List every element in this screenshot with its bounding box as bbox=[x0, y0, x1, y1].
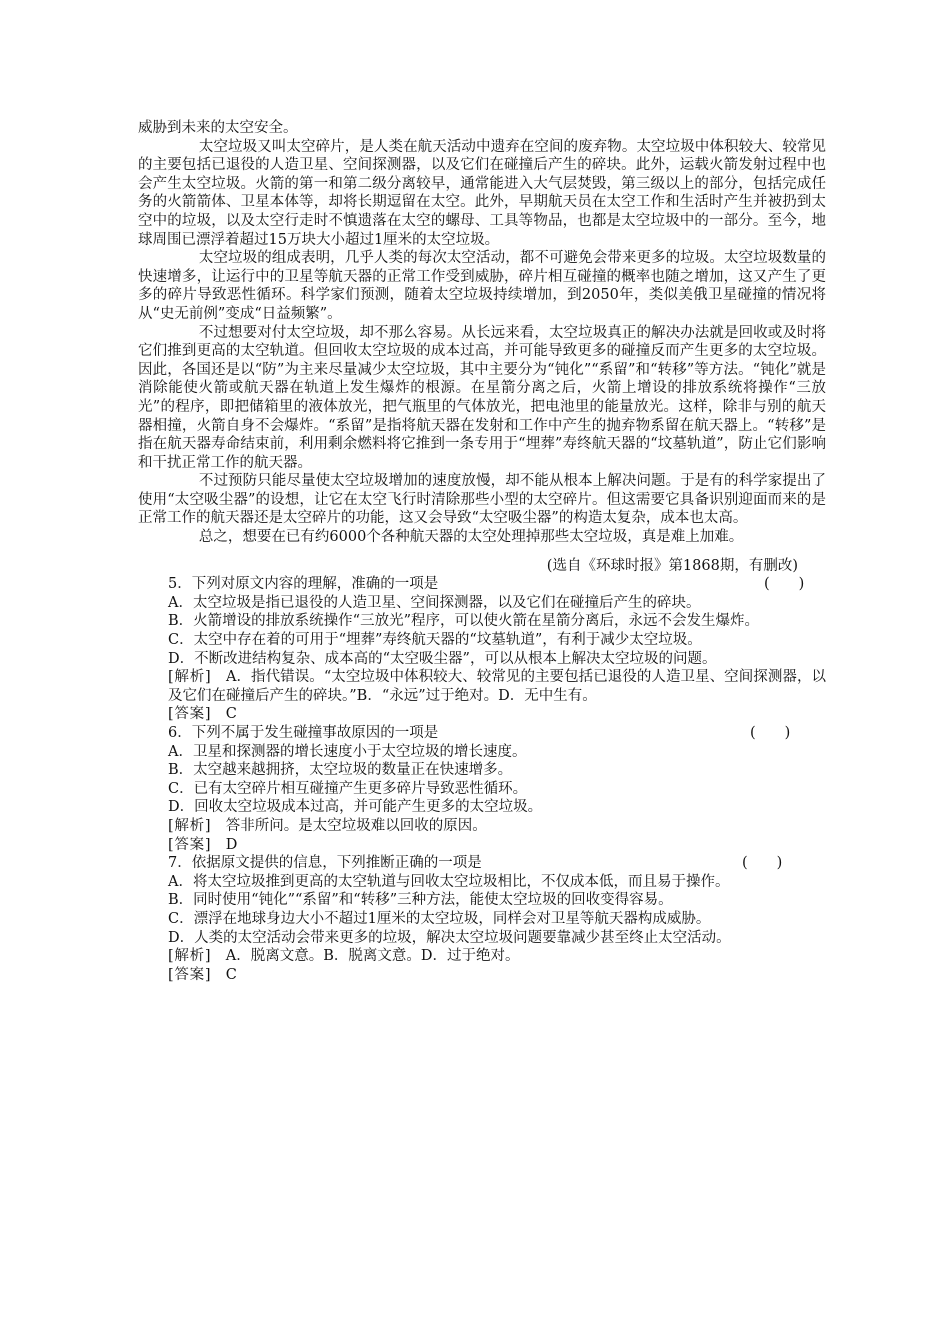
question-6 bbox=[138, 724, 826, 854]
option-a: A．卫星和探测器的增长速度小于太空垃圾的增长速度。 bbox=[168, 743, 527, 760]
article-paragraph-5: 总之，想要在已有约6000个各种航天器的太空处理掉那些太空垃圾，真是难上加难。 bbox=[198, 529, 744, 546]
answer-bracket: ( ) bbox=[742, 855, 783, 872]
article-paragraph-4: 不过预防只能尽量使太空垃圾增加的速度放慢，却不能从根本上解决问题。于是有的科学家提出了使用“太空吸尘器”的设想，让它在太空飞行时清除那些小型的太空碎片。但这需要它具备识别迎面而来的是正常工作的航天器还是太空碎片的功能，这又会导致“太空吸尘器”的构造太复杂，成本也太高。 bbox=[138, 473, 826, 527]
option-b: B．同时使用“钝化”“系留”和“转移”三种方法，能使太空垃圾的回收变得容易。 bbox=[168, 892, 673, 909]
question-stem-text: 6．下列不属于发生碰撞事故原因的一项是 bbox=[168, 725, 439, 741]
question-stem-text: 5．下列对原文内容的理解，准确的一项是 bbox=[168, 576, 439, 593]
option-b: B．火箭增设的排放系统操作“三放光”程序，可以使火箭在星箭分离后，永远不会发生爆炸。 bbox=[168, 613, 759, 630]
analysis-text: 答非所问。是太空垃圾难以回收的原因。 bbox=[225, 817, 487, 834]
analysis-label: [解析] bbox=[168, 669, 212, 686]
answer-bracket: ( ) bbox=[764, 576, 805, 593]
answer bbox=[138, 836, 826, 855]
option-d: D．人类的太空活动会带来更多的垃圾，解决太空垃圾问题要靠减少甚至终止太空活动。 bbox=[168, 929, 731, 946]
analysis bbox=[138, 817, 826, 836]
analysis-text: A．脱离文意。B．脱离文意。D．过于绝对。 bbox=[225, 948, 520, 965]
article-paragraph-3: 不过想要对付太空垃圾，却不那么容易。从长远来看，太空垃圾真正的解决办法就是回收或及时将它们推到更高的太空轨道。但回收太空垃圾的成本过高，并可能导致更多的碰撞反而产生更多的太空垃圾。因此，各国还是以“防”为主来尽量减少太空垃圾，其中主要分为“钝化”“系留”和“转移”等方法。“钝化”就是消除能使火箭或航天器在轨道上发生爆炸的根源。在星箭分离之后，火箭上增设的排放系统将操作“三放光”的程序，即把储箱里的液体放光，把气瓶里的气体放光，把电池里的能量放光。这样，除非与别的航天器相撞，火箭自身不会爆炸。“系留”是指将航天器在发射和工作中产生的抛弃物系留在航天器上。“转移”是指在航天器寿命结束前，利用剩余燃料将它推到一条专用于“埋葬”寿终航天器的“坟墓轨道”，防止它们影响和干扰正常工作的航天器。 bbox=[138, 324, 826, 471]
analysis-text: A．指代错误。“太空垃圾中体积较大、较常见的主要包括已退役的人造卫星、空间探测器，以及它们在碰撞后产生的碎块。”B．“永远”过于绝对。D．无中生有。 bbox=[168, 669, 826, 704]
analysis bbox=[138, 947, 826, 966]
answer bbox=[138, 705, 826, 724]
article-paragraph-1: 太空垃圾又叫太空碎片，是人类在航天活动中遗弃在空间的废弃物。太空垃圾中体积较大、较常见的主要包括已退役的人造卫星、空间探测器，以及它们在碰撞后产生的碎块。此外，运载火箭发射过程中也会产生太空垃圾。火箭的第一和第二级分离较早，通常能进入大气层焚毁，第三级以上的部分，包括完成任务的火箭箭体、卫星本体等，却将长期逗留在太空。此外，早期航天员在太空工作和生活时产生并被扔到太空中的垃圾，以及太空行走时不慎遗落在太空的螺母、工具等物品，也都是太空垃圾中的一部分。至今，地球周围已漂浮着超过15万块大小超过1厘米的太空垃圾。 bbox=[138, 138, 826, 248]
analysis-label: [解析] bbox=[168, 817, 212, 834]
lead-fragment: 威胁到未来的太空安全。 bbox=[138, 120, 298, 136]
answer-label: [答案] bbox=[168, 706, 212, 723]
answer-value: D bbox=[225, 836, 238, 853]
question-stem bbox=[138, 575, 826, 594]
option-d: D．不断改进结构复杂、成本高的“太空吸尘器”，可以从根本上解决太空垃圾的问题。 bbox=[168, 650, 717, 667]
source-citation: (选自《环球时报》第1868期，有删改) bbox=[546, 557, 798, 574]
document-body bbox=[138, 119, 826, 984]
answer-label: [答案] bbox=[168, 966, 212, 983]
option-c: C．太空中存在着的可用于“埋葬”寿终航天器的“坟墓轨道”，有利于减少太空垃圾。 bbox=[168, 632, 702, 649]
article-paragraph-2: 太空垃圾的组成表明，几乎人类的每次太空活动，都不可避免会带来更多的垃圾。太空垃圾数量的快速增多，让运行中的卫星等航天器的正常工作受到威胁，碎片相互碰撞的概率也随之增加，这又产生了更多的碎片导致恶性循环。科学家们预测，随着太空垃圾持续增加，到2050年，类似美俄卫星碰撞的情况将从“史无前例”变成“日益频繁”。 bbox=[138, 250, 826, 322]
answer bbox=[138, 966, 826, 985]
question-5 bbox=[138, 575, 826, 724]
option-b: B．太空越来越拥挤，太空垃圾的数量正在快速增多。 bbox=[168, 762, 513, 779]
option-c: C．漂浮在地球身边大小不超过1厘米的太空垃圾，同样会对卫星等航天器构成威胁。 bbox=[168, 910, 711, 927]
question-stem bbox=[138, 854, 826, 873]
option-c: C．已有太空碎片相互碰撞产生更多碎片导致恶性循环。 bbox=[168, 780, 528, 797]
question-stem bbox=[138, 724, 826, 743]
question-stem-text: 7．依据原文提供的信息，下列推断正确的一项是 bbox=[168, 855, 482, 872]
answer-label: [答案] bbox=[168, 836, 212, 853]
option-a: A．将太空垃圾推到更高的太空轨道与回收太空垃圾相比，不仅成本低，而且易于操作。 bbox=[168, 873, 730, 890]
question-7 bbox=[138, 854, 826, 984]
answer-value: C bbox=[225, 706, 237, 723]
answer-value: C bbox=[225, 966, 237, 983]
answer-bracket: ( ) bbox=[750, 725, 791, 741]
analysis-label: [解析] bbox=[168, 948, 212, 965]
analysis bbox=[138, 668, 826, 705]
option-d: D．回收太空垃圾成本过高，并可能产生更多的太空垃圾。 bbox=[168, 799, 543, 816]
option-a: A．太空垃圾是指已退役的人造卫星、空间探测器，以及它们在碰撞后产生的碎块。 bbox=[168, 594, 701, 611]
